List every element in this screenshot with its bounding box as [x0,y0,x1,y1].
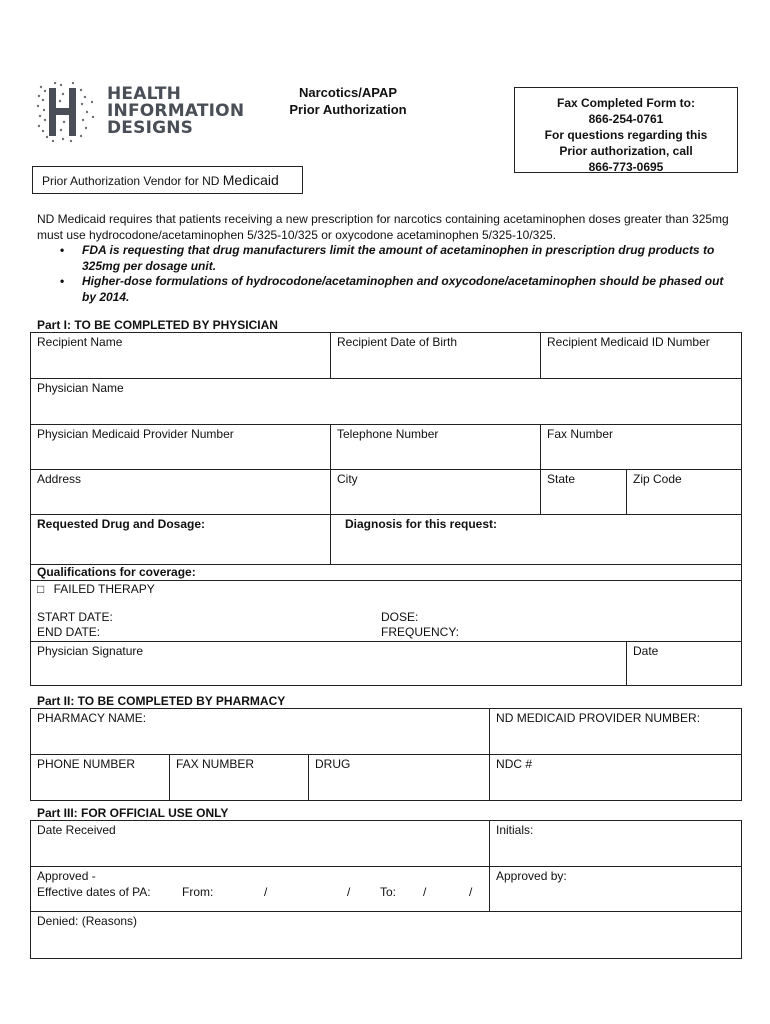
nd-medicaid-provider-number-field[interactable]: ND MEDICAID PROVIDER NUMBER: [490,709,742,755]
qualifications-heading: Qualifications for coverage: [31,565,742,581]
failed-therapy-checkbox[interactable]: □ [37,582,45,596]
bullet-icon: • [60,274,65,288]
logo-text: HEALTH INFORMATION DESIGNS [107,84,245,138]
failed-therapy-block [31,581,742,642]
physician-name-field[interactable]: Physician Name [31,379,742,425]
pharmacy-phone-field[interactable]: PHONE NUMBER [31,755,170,801]
address-field[interactable]: Address [31,470,331,515]
recipient-dob-field[interactable]: Recipient Date of Birth [331,333,541,379]
part1-heading: Part I: TO BE COMPLETED BY PHYSICIAN [37,318,278,332]
health-information-designs-logo [35,82,250,144]
from-label: From: [182,885,214,899]
state-field[interactable]: State [541,470,627,515]
date-field[interactable]: Date [627,642,742,686]
ndc-field[interactable]: NDC # [490,755,742,801]
denied-reasons-field[interactable]: Denied: (Reasons) [31,912,742,959]
logo-mark-icon [35,82,105,144]
end-date-field[interactable]: END DATE: [37,625,101,639]
zip-field[interactable]: Zip Code [627,470,742,515]
part3-table [30,820,742,959]
fax-field[interactable]: Fax Number [541,425,742,470]
effective-dates-label: Effective dates of PA: [37,885,151,899]
start-date-field[interactable]: START DATE: [37,610,113,624]
form-title [268,84,428,118]
initials-field[interactable]: Initials: [490,821,742,867]
approved-by-field[interactable]: Approved by: [490,867,742,912]
frequency-field[interactable]: FREQUENCY: [381,625,460,639]
title-line-2: Prior Authorization [289,102,407,117]
drug-field[interactable]: DRUG [309,755,490,801]
pharmacy-name-field[interactable]: PHARMACY NAME: [31,709,490,755]
failed-therapy-label: FAILED THERAPY [53,582,155,596]
phone-number: 866-773-0695 [588,160,664,174]
bullet-item: • FDA is requesting that drug manufacturers limit the amount of acetaminophen in prescription drug products to 325mg per dosage unit. [60,243,715,273]
city-field[interactable]: City [331,470,541,515]
pharmacy-fax-field[interactable]: FAX NUMBER [170,755,309,801]
bullet-icon: • [60,243,65,257]
to-label: To: [380,885,397,899]
from-slash: / [347,885,351,899]
fax-number: 866-254-0761 [588,112,664,126]
physician-provider-number-field[interactable]: Physician Medicaid Provider Number [31,425,331,470]
requested-drug-field[interactable]: Requested Drug and Dosage: [31,515,331,565]
recipient-name-field[interactable]: Recipient Name [31,333,331,379]
telephone-field[interactable]: Telephone Number [331,425,541,470]
to-slash: / [423,885,427,899]
bullet-list [60,243,740,305]
recipient-medicaid-id-field[interactable]: Recipient Medicaid ID Number [541,333,742,379]
diagnosis-field[interactable]: Diagnosis for this request: [331,515,742,565]
vendor-box: Prior Authorization Vendor for ND Medicaid [32,166,303,194]
to-slash: / [469,885,473,899]
part2-table [30,708,742,801]
dose-field[interactable]: DOSE: [381,610,419,624]
bullet-item: • Higher-dose formulations of hydrocodone/acetaminophen and oxycodone/acetaminophen should be phased out by 2014. [60,274,724,304]
intro-paragraph: ND Medicaid requires that patients receiving a new prescription for narcotics containing acetaminophen doses greater than 325mg must use hydrocodone/acetaminophen 5/325-10/325 or oxycodone acetaminophen 5/325-10/325. [37,212,729,242]
physician-signature-field[interactable]: Physician Signature [31,642,627,686]
part1-table [30,332,742,686]
fax-info-box: Fax Completed Form to: 866-254-0761 For questions regarding this Prior authorization, call 866-773-0695 [514,87,738,173]
part2-heading: Part II: TO BE COMPLETED BY PHARMACY [37,694,286,708]
approved-label: Approved - [37,869,96,883]
from-slash: / [264,885,268,899]
approved-block [31,867,490,912]
date-received-field[interactable]: Date Received [31,821,490,867]
title-line-1: Narcotics/APAP [298,85,397,100]
part3-heading: Part III: FOR OFFICIAL USE ONLY [37,806,229,820]
